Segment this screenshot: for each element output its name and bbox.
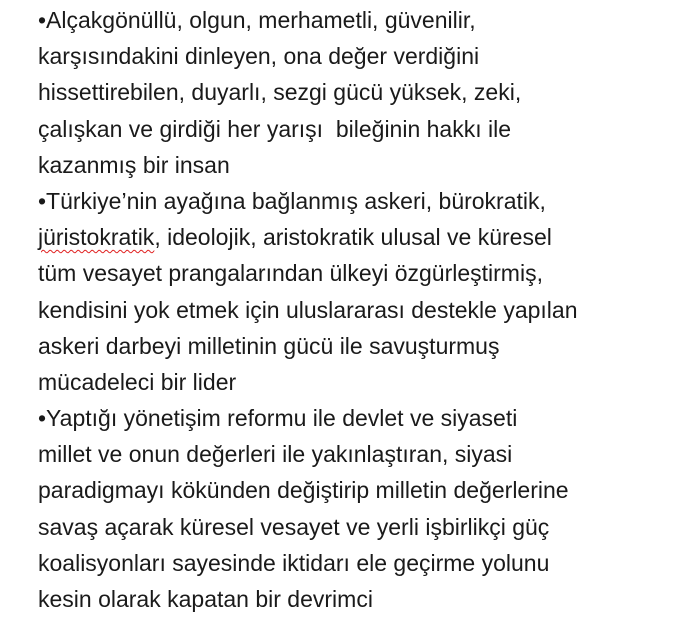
paragraph-humble-person (38, 2, 678, 183)
text-line: çalışkan ve girdiği her yarışı bileğinin hakkı ile (38, 115, 512, 142)
text-line: askeri darbeyi milletinin gücü ile savuşturmuş (38, 332, 500, 359)
text-line: •Alçakgönüllü, olgun, merhametli, güvenilir, (38, 7, 476, 33)
text-line: kazanmış bir insan (38, 151, 230, 178)
document-body (38, 2, 678, 617)
text-line-rest: , ideolojik, aristokratik ulusal ve küresel (154, 224, 552, 251)
text-line: •Türkiye’nin ayağına bağlanmış askeri, bürokratik, (38, 187, 546, 214)
text-line: koalisyonları sayesinde iktidarı ele geçirme yolunu (38, 549, 550, 576)
paragraph-struggling-leader (38, 183, 678, 400)
text-line: kendisini yok etmek için uluslararası destekle yapılan (38, 296, 578, 323)
text-line: paradigmayı kökünden değiştirip milletin değerlerine (38, 477, 569, 504)
text-line: •Yaptığı yönetişim reformu ile devlet ve siyaseti (38, 405, 518, 432)
spellcheck-flagged-word[interactable]: jüristokratik (38, 224, 155, 251)
text-line-with-spelling-error (38, 219, 678, 255)
text-line: hissettirebilen, duyarlı, sezgi gücü yüksek, zeki, (38, 79, 522, 106)
text-line: savaş açarak küresel vesayet ve yerli işbirlikçi güç (38, 513, 550, 540)
text-line: kesin olarak kapatan bir devrimci (38, 586, 373, 612)
text-line: karşısındakini dinleyen, ona değer verdiğini (38, 43, 480, 70)
text-line: mücadeleci bir lider (38, 368, 237, 395)
paragraph-revolutionary (38, 400, 678, 617)
text-line: tüm vesayet prangalarından ülkeyi özgürleştirmiş, (38, 260, 543, 287)
text-line: millet ve onun değerleri ile yakınlaştıran, siyasi (38, 441, 513, 468)
